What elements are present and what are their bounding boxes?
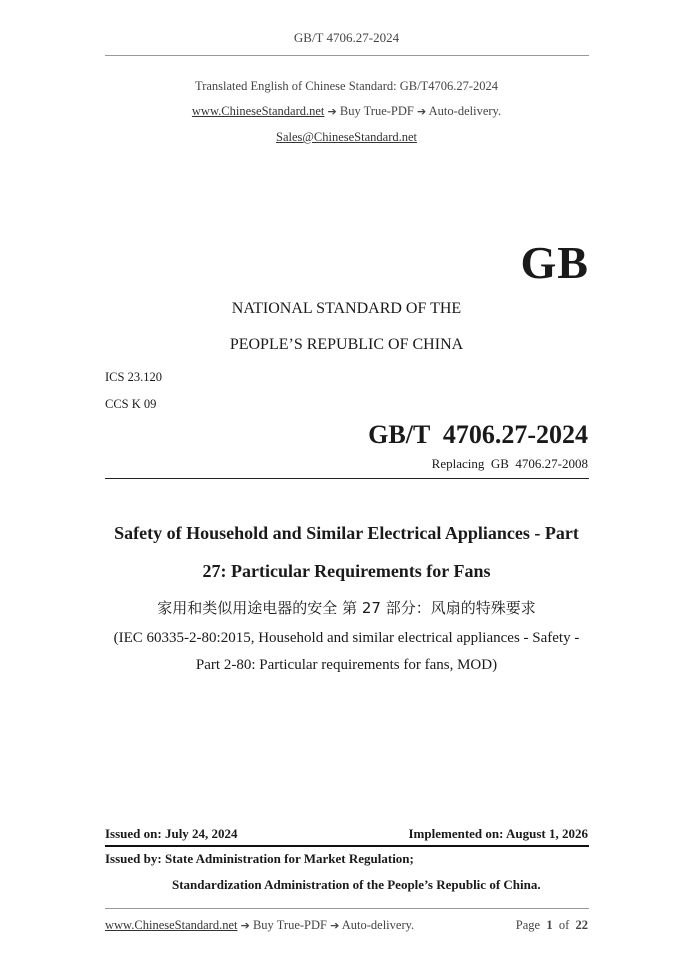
page-total: 22	[575, 918, 588, 932]
page-current: 1	[546, 918, 553, 932]
ics-code: ICS 23.120	[105, 370, 162, 384]
issued-date: Issued on: July 24, 2024	[105, 826, 238, 841]
sales-email-link[interactable]: Sales@ChineseStandard.net	[276, 130, 417, 144]
translated-notice: Translated English of Chinese Standard: GB/T4706.27-2024	[195, 79, 498, 93]
footer-buy-text: Buy True-PDF	[252, 918, 327, 932]
arrow-right-icon: ➔	[330, 919, 340, 932]
page-indicator	[516, 918, 588, 933]
arrow-right-icon: ➔	[240, 919, 250, 932]
delivery-text: Auto-delivery.	[428, 104, 502, 118]
purchase-line	[0, 104, 693, 119]
footer-rule	[105, 908, 589, 909]
replacing-note: Replacing GB 4706.27-2008	[431, 456, 588, 471]
iec-reference-line1: (IEC 60335-2-80:2015, Household and similar electrical appliances - Safety -	[113, 630, 580, 646]
footer-site-link[interactable]: www.ChineseStandard.net	[105, 918, 238, 932]
issuer-line1: Issued by: State Administration for Market Regulation;	[105, 851, 414, 866]
chinese-title: 家用和类似用途电器的安全 第 27 部分：风扇的特殊要求	[157, 599, 536, 617]
page-label: Page	[515, 918, 541, 932]
dates-rule	[105, 845, 589, 847]
header-rule	[105, 55, 589, 56]
title-line1: Safety of Household and Similar Electrical Appliances - Part	[114, 523, 579, 543]
footer-purchase-line	[105, 918, 414, 933]
gb-logo: GB	[520, 237, 589, 288]
title-line2: 27: Particular Requirements for Fans	[202, 561, 491, 581]
ccs-code: CCS K 09	[105, 397, 157, 411]
implemented-date: Implemented on: August 1, 2026	[408, 826, 588, 841]
footer-delivery-text: Auto-delivery.	[341, 918, 415, 932]
sales-line	[0, 130, 693, 145]
running-header: GB/T 4706.27-2024	[293, 30, 400, 45]
arrow-right-icon: ➔	[327, 105, 337, 118]
arrow-right-icon: ➔	[417, 105, 427, 118]
standard-rule	[105, 478, 589, 479]
national-standard-line1: NATIONAL STANDARD OF THE	[231, 300, 462, 317]
iec-reference-line2: Part 2-80: Particular requirements for fans, MOD)	[195, 657, 498, 673]
site-link[interactable]: www.ChineseStandard.net	[191, 104, 325, 118]
national-standard-line2: PEOPLE’S REPUBLIC OF CHINA	[229, 336, 464, 353]
page-of: of	[558, 918, 570, 932]
issuer-line2: Standardization Administration of the People’s Republic of China.	[172, 877, 541, 892]
standard-number: GB/T 4706.27-2024	[368, 420, 588, 449]
buy-text: Buy True-PDF	[339, 104, 414, 118]
